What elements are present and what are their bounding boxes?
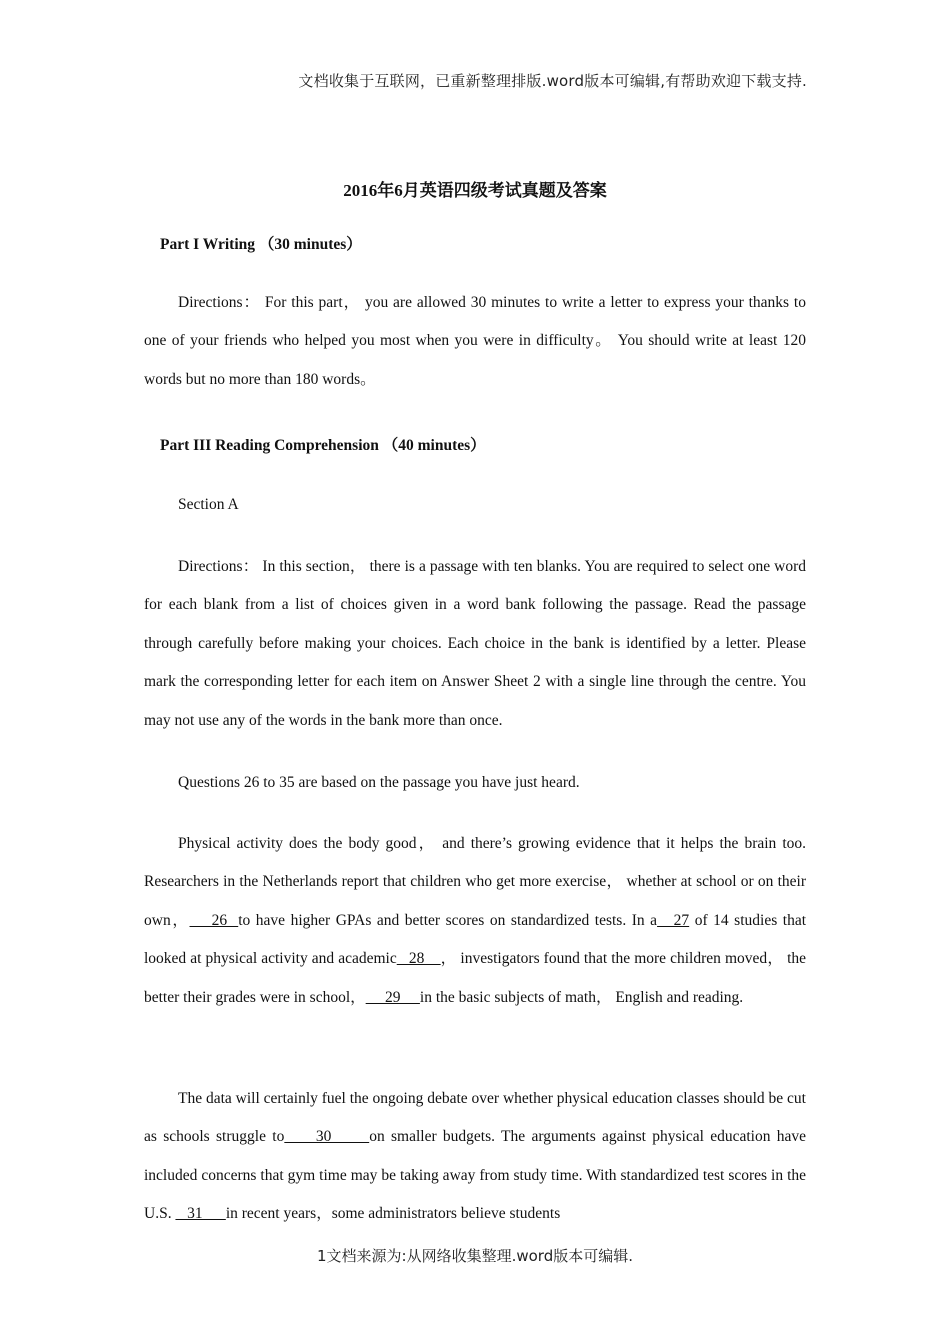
page-title: 2016年6月英语四级考试真题及答案 [343,181,607,200]
passage-text: in recent years，some administrators believe students [225,1205,561,1223]
section-a-label: Section A [178,496,239,513]
passage-text: Physical activity does the body good， and there’s growing evidence that it helps the brain too. Researchers in the Netherlands report that children who get more exercise， whether at school or on their own， [144,835,806,929]
blank-29: 29 [365,988,420,1006]
footer-note: 1文档来源为:从网络收集整理.word版本可编辑. [316,1247,633,1265]
passage-text: of 14 studies that looked at physical activity and academic [144,911,807,968]
passage-text: on smaller budgets. The arguments against physical education have included concerns that gym time may be taking away from study time. With standardized test scores in the U.S. [144,1128,807,1223]
blank-30: 30 [284,1128,370,1146]
blank-26: 26 [189,911,239,929]
passage-text: ， investigators found that the more children moved， the better their grades were in school， [144,950,807,1006]
passage-text: in the basic subjects of math， English and reading. [419,988,744,1006]
passage-paragraph-1 [144,825,806,1017]
passage-text: to have higher GPAs and better scores on standardized tests. In a [238,911,658,929]
part3-directions: Directions： In this section， there is a passage with ten blanks. You are required to select one word for each blank from a list of choices given in a word bank following the passage. Read the passage through carefully before making your choices. Each choice in the bank is identified by a letter. Please mark the corresponding letter for each item on Answer Sheet 2 with a single line through the centre. You may not use any of the words in the bank more than once. [144,558,806,729]
passage-text: The data will certainly fuel the ongoing debate over whether physical education classes should be cut as schools struggle to [144,1090,806,1146]
passage-paragraph-2 [144,1080,806,1234]
blank-28: 28 [396,950,441,968]
questions-intro: Questions 26 to 35 are based on the passage you have just heard. [178,774,580,791]
blank-27: 27 [657,911,690,929]
header-note: 文档收集于互联网，已重新整理排版.word版本可编辑,有帮助欢迎下载支持. [298,72,807,90]
part3-heading: Part III Reading Comprehension （40 minutes） [160,437,486,454]
blank-31: 31 [175,1205,226,1223]
part1-directions: Directions： For this part， you are allowed 30 minutes to write a letter to express your thanks to one of your friends who helped you most when you were in difficulty。 You should write at least 120 words but no more than 180 words。 [144,294,806,388]
part1-heading: Part I Writing （30 minutes） [160,236,362,253]
